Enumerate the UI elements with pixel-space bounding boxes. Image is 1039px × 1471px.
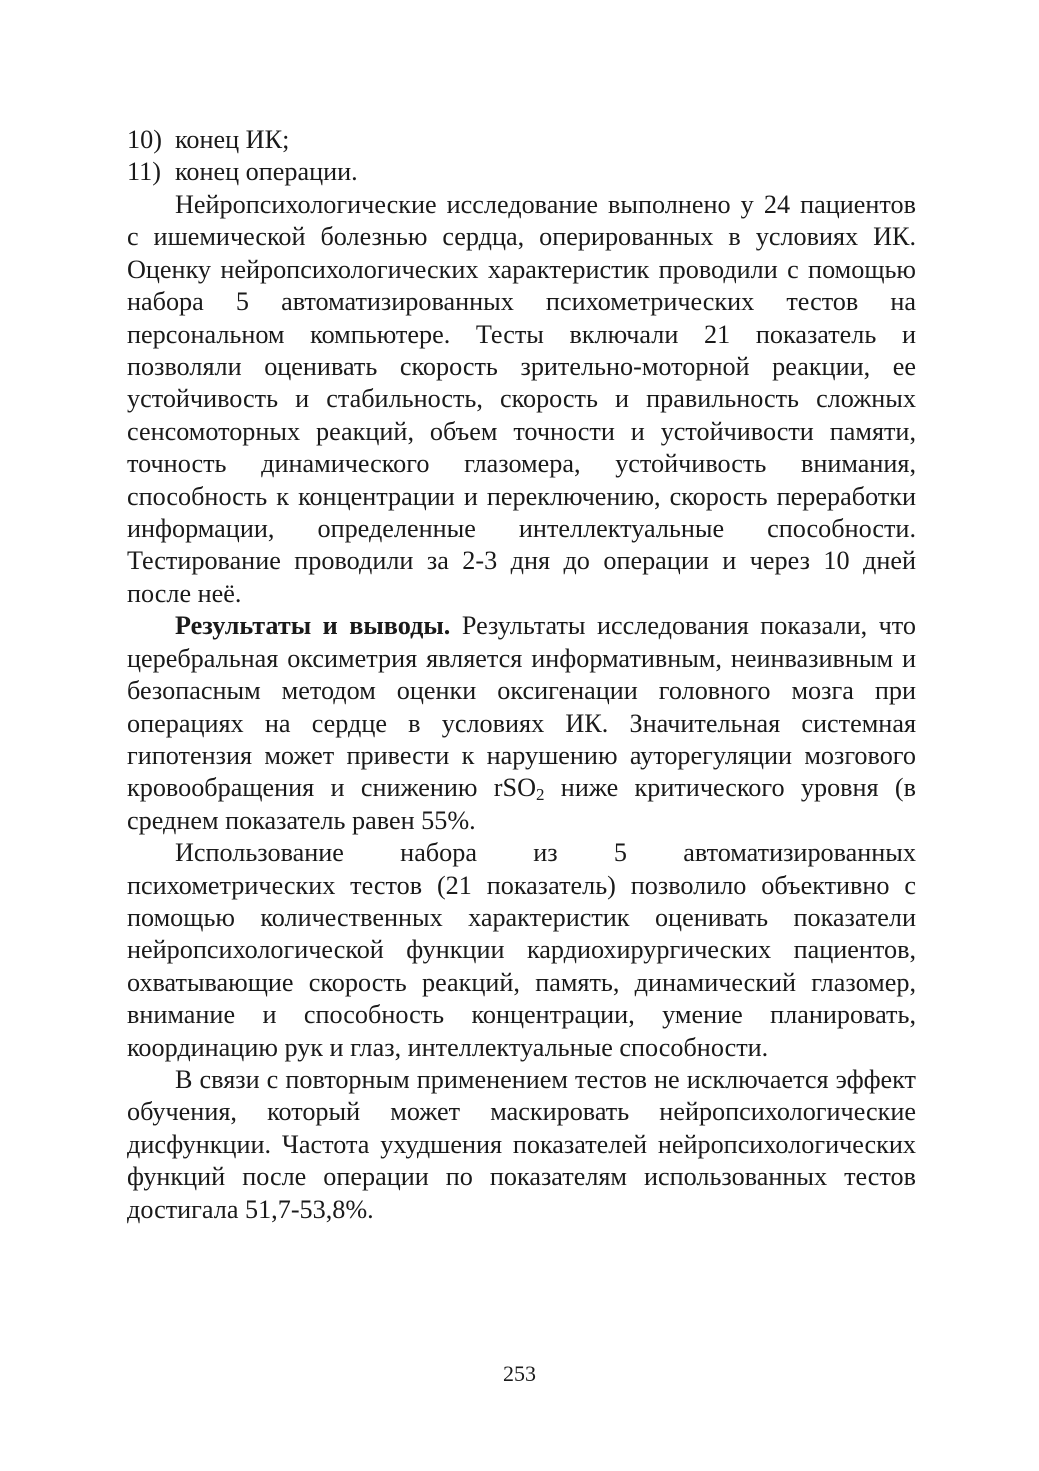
list-item-text: конец операции.: [175, 157, 358, 187]
numbered-list: [127, 124, 917, 189]
paragraph-tests: Использование набора из 5 автоматизированных психометрических тестов (21 показатель) позволило объективно с помощью количественных характеристик оценивать показатели нейропсихологической функции кардиохирургических пациентов, охватывающие скорость реакций, память, динамический глазомер, внимание и способность концентрации, умение планировать, координацию рук и глаз, интеллектуальные способности.: [127, 838, 916, 1062]
results-text-continued: ниже критического уровня (в среднем показатель равен 55%.: [127, 773, 916, 835]
paragraph-methods: Нейропсихологические исследование выполнено у 24 пациентов с ишемической болезнью сердца, оперированных в условиях ИК. Оценку нейропсихологических характеристик проводили с помощью набора 5 автоматизированных психометрических тестов на персональном компьютере. Тесты включали 21 показатель и позволяли оценивать скорость зрительно-моторной реакции, ее устойчивость и стабильность, скорость и правильность сложных сенсомоторных реакций, объем точности и устойчивости памяти, точность динамического глазомера, устойчивость внимания, способность к концентрации и переключению, скорость переработки информации, определенные интеллектуальные способности. Тестирование проводили за 2-3 дня до операции и через 10 дней после неё.: [127, 190, 916, 608]
list-item: [127, 124, 917, 156]
subscript: 2: [535, 785, 545, 805]
list-item: [127, 156, 917, 188]
paragraph-learning-effect: В связи с повторным применением тестов не исключается эффект обучения, который может маскировать нейропсихологические дисфункции. Частота ухудшения показателей нейропсихологических функций после операции по показателям использованных тестов достигала 51,7-53,8%.: [127, 1064, 916, 1224]
results-text: Результаты исследования показали, что церебральная оксиметрия является информативным, неинвазивным и безопасным методом оценки оксигенации головного мозга при операциях на сердце в условиях ИК. Значительная системная гипотензия может привести к нарушению ауторегуляции мозгового кровообращения и снижению rSO: [127, 611, 916, 803]
paragraph-results: [127, 610, 916, 837]
body-text: [127, 189, 916, 1226]
list-item-number: 11): [127, 157, 161, 187]
list-item-text: конец ИК;: [175, 125, 290, 154]
list-item-number: 10): [127, 125, 162, 154]
page-number: 253: [503, 1361, 536, 1386]
results-heading: Результаты и выводы.: [175, 611, 451, 641]
